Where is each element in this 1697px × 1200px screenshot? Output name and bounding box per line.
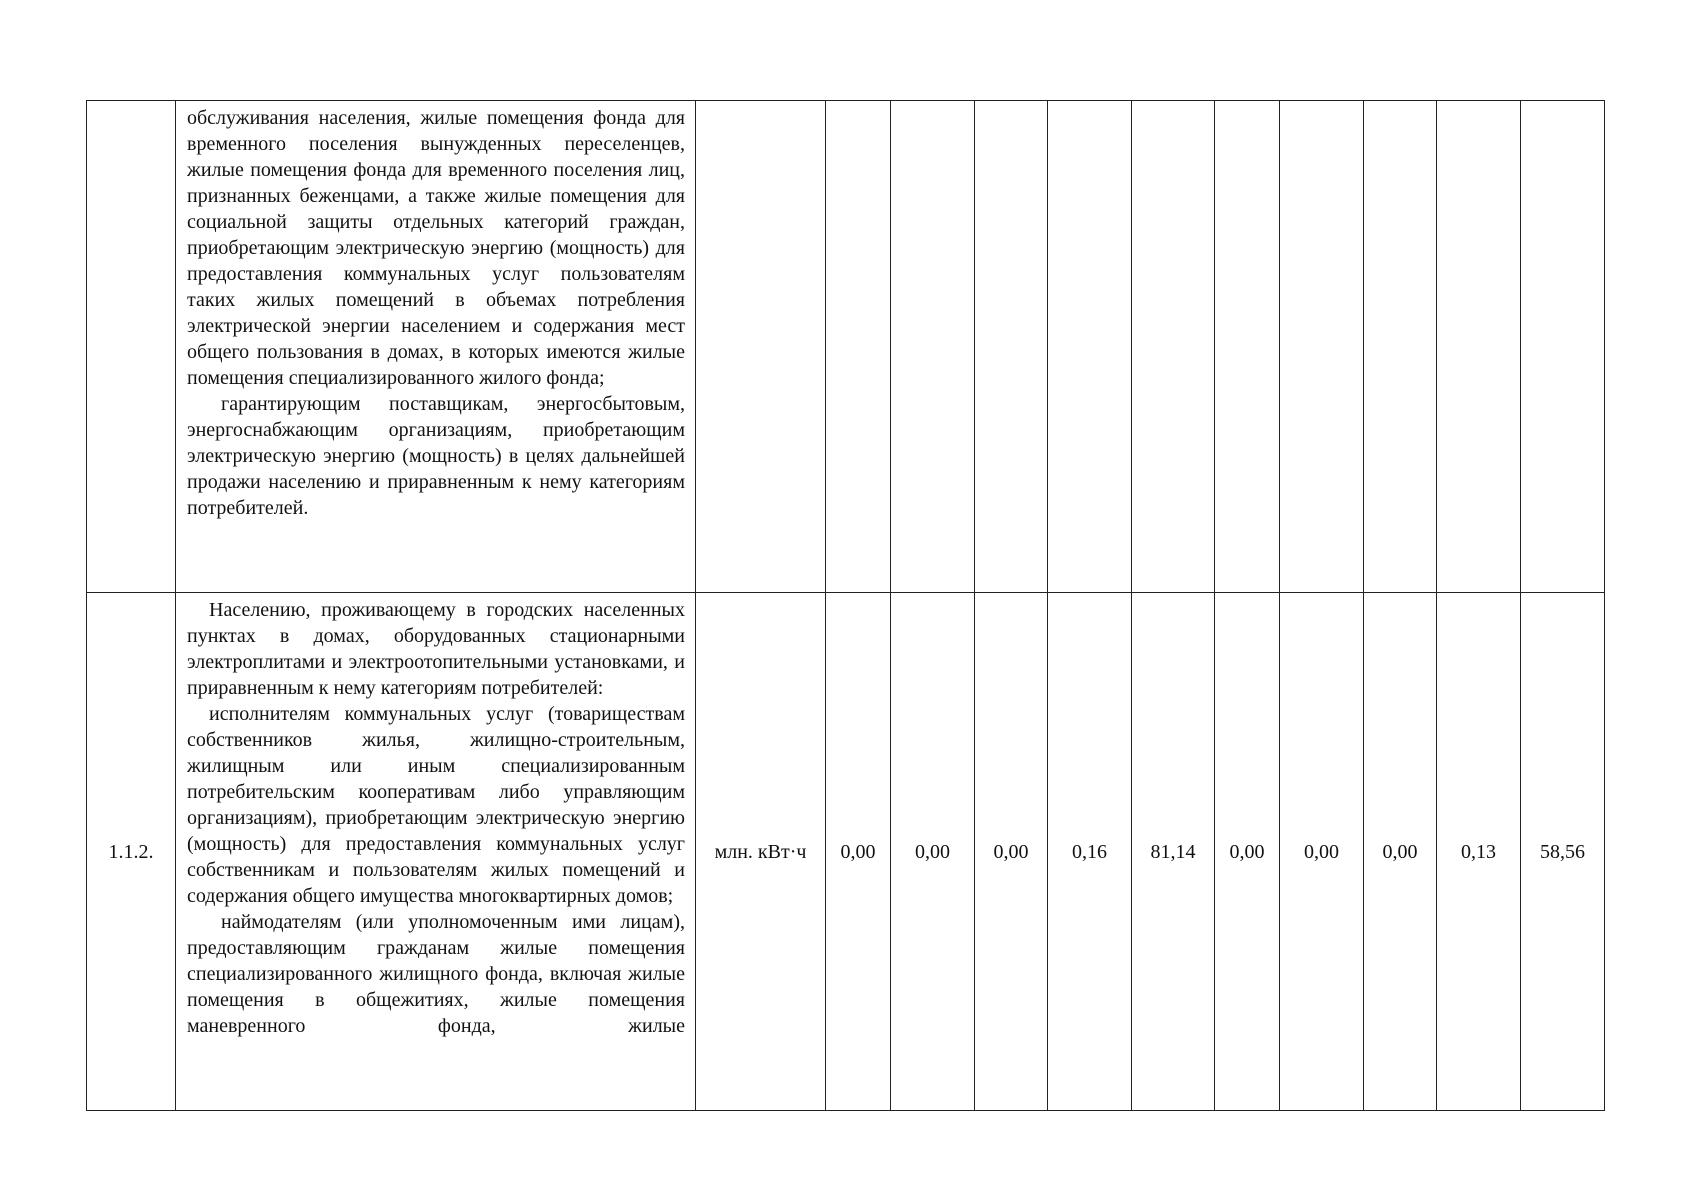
value-cell: 0,00 (891, 593, 975, 1111)
value-cell (1364, 101, 1437, 593)
description-paragraph: обслуживания населения, жилые помещения фонда для временного поселения вынужденных переселенцев, жилые помещения фонда для временного поселения лиц, признанных беженцами, а также жилые помещения для социальной защиты отдельных категорий граждан, приобретающим электрическую энергию (мощность) для предоставления коммунальных услуг пользователям таких жилых помещений в объемах потребления электрической энергии населением и содержания мест общего пользования в домах, в которых имеются жилые помещения специализированного жилого фонда; (187, 107, 685, 389)
value-cell: 0,16 (1048, 593, 1132, 1111)
value-cell: 0,00 (975, 593, 1048, 1111)
value-cell: 81,14 (1132, 593, 1215, 1111)
row-description-cell (176, 593, 696, 1111)
table-row (87, 101, 1605, 593)
value-cell (1048, 101, 1132, 593)
table-row (87, 593, 1605, 1111)
value-cell: 0,00 (1215, 593, 1280, 1111)
description-paragraph: гарантирующим поставщикам, энергосбытовым, энергоснабжающим организациям, приобретающим электрическую энергию (мощность) в целях дальнейшей продажи населению и приравненным к нему категориям потребителей. (187, 393, 685, 519)
value-cell: 58,56 (1521, 593, 1605, 1111)
value-cell (891, 101, 975, 593)
unit-cell: млн. кВт·ч (696, 593, 826, 1111)
value-cell: 0,00 (1280, 593, 1364, 1111)
value-cell (826, 101, 891, 593)
value-cell: 0,00 (1364, 593, 1437, 1111)
row-number-cell (87, 101, 176, 593)
tariff-volume-table (86, 100, 1605, 1111)
value-cell: 0,00 (826, 593, 891, 1111)
description-paragraph: Населению, проживающему в городских населенных пунктах в домах, оборудованных стационарными электроплитами и электроотопительными установками, и приравненным к нему категориям потребителей: (187, 599, 685, 699)
description-paragraph: наймодателям (или уполномоченным ими лицам), предоставляющим гражданам жилые помещения специализированного жилищного фонда, включая жилые помещения в общежитиях, жилые помещения маневренного фонда, жилые (187, 911, 685, 1037)
value-cell (1437, 101, 1521, 593)
value-cell: 0,13 (1437, 593, 1521, 1111)
row-description-cell (176, 101, 696, 593)
value-cell (1215, 101, 1280, 593)
value-cell (975, 101, 1048, 593)
unit-cell (696, 101, 826, 593)
row-number-cell: 1.1.2. (87, 593, 176, 1111)
value-cell (1280, 101, 1364, 593)
value-cell (1521, 101, 1605, 593)
description-paragraph: исполнителям коммунальных услуг (товариществам собственников жилья, жилищно-строительным, жилищным или иным специализированным потребительским кооперативам либо управляющим организациям), приобретающим электрическую энергию (мощность) для предоставления коммунальных услуг собственникам и пользователям жилых помещений и содержания общего имущества многоквартирных домов; (187, 703, 685, 907)
value-cell (1132, 101, 1215, 593)
